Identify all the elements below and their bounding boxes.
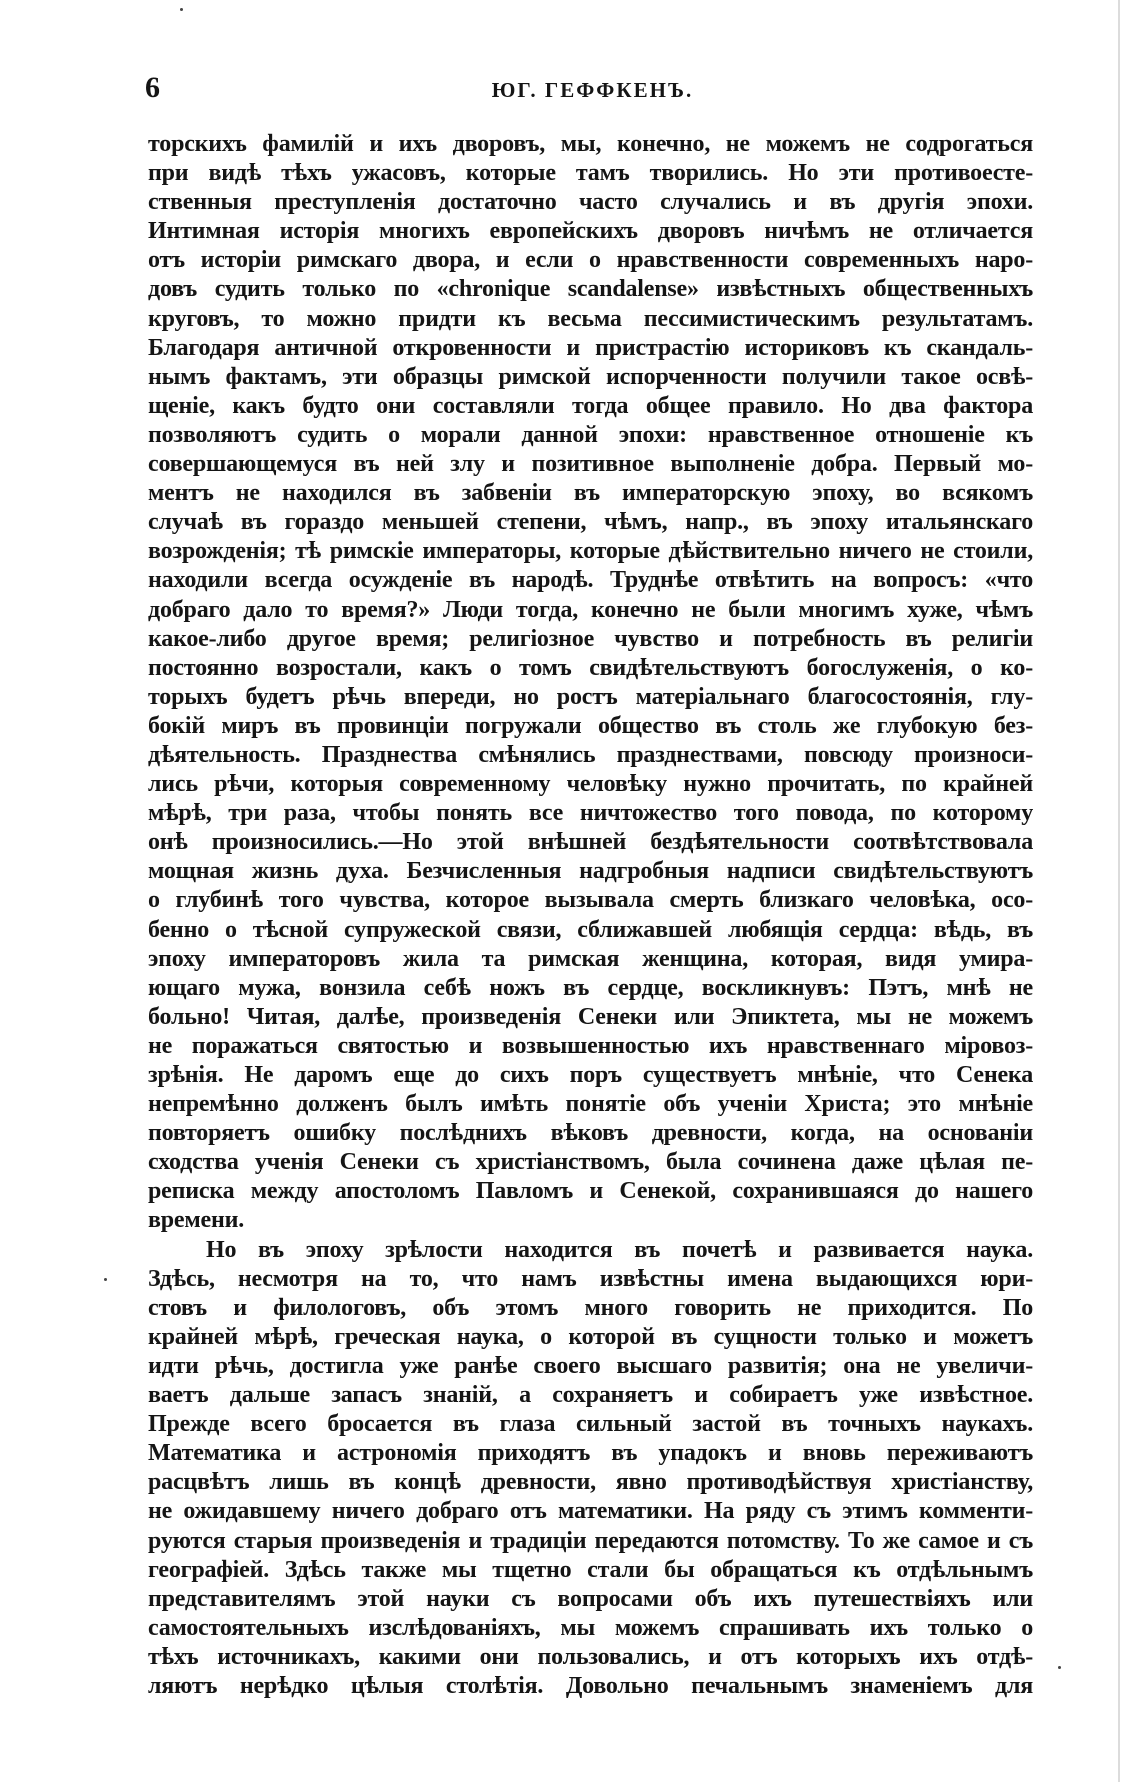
text-line: сходства ученія Сенеки съ христіанствомъ, была сочинена даже цѣлая пе- bbox=[148, 1149, 1033, 1176]
body-text bbox=[148, 130, 1033, 1730]
text-line: случаѣ въ гораздо меньшей степени, чѣмъ, напр., въ эпоху итальянскаго bbox=[148, 509, 1033, 536]
text-line: не поражаться святостью и возвышенностью ихъ нравственнаго міровоз- bbox=[148, 1032, 1033, 1059]
text-line: щеніе, какъ будто они составляли тогда общее правило. Но два фактора bbox=[148, 392, 1033, 419]
text-line: лись рѣчи, которыя современному человѣку нужно прочитать, по крайней bbox=[148, 771, 1033, 798]
text-line: добраго дало то время?» Люди тогда, конечно не были многимъ хуже, чѣмъ bbox=[148, 596, 1033, 623]
text-line: мощная жизнь духа. Безчисленныя надгробныя надписи свидѣтельствуютъ bbox=[148, 858, 1033, 885]
text-line: ляютъ нерѣдко цѣлыя столѣтія. Довольно печальнымъ знаменіемъ для bbox=[148, 1672, 1033, 1699]
text-line: стовъ и филологовъ, объ этомъ много говорить не приходится. По bbox=[148, 1294, 1033, 1321]
text-line: непремѣнно долженъ былъ имѣть понятіе объ ученіи Христа; это мнѣніе bbox=[148, 1091, 1033, 1118]
text-line bbox=[148, 1701, 1033, 1730]
text-line: нымъ фактамъ, эти образцы римской испорченности получили такое освѣ- bbox=[148, 363, 1033, 390]
text-line: позволяютъ судить о морали данной эпохи: нравственное отношеніе къ bbox=[148, 421, 1033, 448]
text-line: ственныя преступленія достаточно часто случались и въ другія эпохи. bbox=[148, 189, 1033, 216]
text-line: какое-либо другое время; религіозное чувство и потребность въ религіи bbox=[148, 625, 1033, 652]
text-line: реписка между апостоломъ Павломъ и Сенекой, сохранившаяся до нашего bbox=[148, 1178, 1033, 1205]
text-line: находили всегда осужденіе въ народѣ. Труднѣе отвѣтить на вопросъ: «что bbox=[148, 567, 1033, 594]
text-line: возрожденія; тѣ римскіе императоры, которые дѣйствительно ничего не стоили, bbox=[148, 538, 1033, 565]
text-line: географіей. Здѣсь также мы тщетно стали бы обращаться къ отдѣльнымъ bbox=[148, 1556, 1033, 1583]
text-line: бенно о тѣсной супружеской связи, сближавшей любящія сердца: вѣдь, въ bbox=[148, 916, 1033, 943]
page-edge-rule bbox=[1118, 0, 1120, 1782]
text-line: зрѣнія. Не даромъ еще до сихъ поръ существуетъ мнѣніе, что Сенека bbox=[148, 1062, 1033, 1088]
text-line: совершающемуся въ ней злу и позитивное выполненіе добра. Первый мо- bbox=[148, 451, 1033, 478]
text-line: бокій миръ въ провинціи погружали общество въ столь же глубокую без- bbox=[148, 712, 1033, 739]
text-line: отъ исторіи римскаго двора, и если о нравственности современныхъ наро- bbox=[148, 247, 1033, 274]
text-line: руются старыя произведенія и традиціи передаются потомству. То же самое и съ bbox=[148, 1527, 1033, 1554]
text-line: онѣ произносились.—Но этой внѣшней бездѣятельности соотвѣтствовала bbox=[148, 829, 1033, 856]
text-line: Здѣсь, несмотря на то, что намъ извѣстны имена выдающихся юри- bbox=[148, 1265, 1033, 1292]
text-line: повторяетъ ошибку послѣднихъ вѣковъ древности, когда, на основаніи bbox=[148, 1120, 1033, 1147]
paragraph-end-line: времени. bbox=[148, 1207, 245, 1234]
running-title: ЮГ. ГЕФФКЕНЪ. bbox=[491, 78, 694, 102]
text-line: представителямъ этой науки съ вопросами объ ихъ путешествіяхъ или bbox=[148, 1585, 1033, 1612]
text-line: ющаго мужа, вонзила себѣ ножъ въ сердце, воскликнувъ: Пэтъ, мнѣ не bbox=[148, 974, 1033, 1001]
text-line: дѣятельность. Празднества смѣнялись празднествами, повсюду произноси- bbox=[148, 741, 1033, 768]
text-line: ваетъ дальше запасъ знаній, а сохраняетъ и собираетъ уже извѣстное. bbox=[148, 1382, 1033, 1409]
text-line: постоянно возростали, какъ о томъ свидѣтельствуютъ богослуженія, о ко- bbox=[148, 654, 1033, 681]
text-line: расцвѣтъ лишь въ концѣ древности, явно противодѣйствуя христіанству, bbox=[148, 1469, 1033, 1496]
page-number: 6 bbox=[145, 71, 160, 104]
text-line: круговъ, то можно придти къ весьма пессимистическимъ результатамъ. bbox=[148, 305, 1033, 332]
text-line: тѣхъ источникахъ, какими они пользовались, и отъ которыхъ ихъ отдѣ- bbox=[148, 1643, 1033, 1670]
page-header bbox=[145, 68, 1040, 108]
text-line: о глубинѣ того чувства, которое вызывала смерть близкаго человѣка, осо- bbox=[148, 887, 1033, 914]
text-line: торскихъ фамилій и ихъ дворовъ, мы, конечно, не можемъ не содрогаться bbox=[148, 131, 1033, 157]
text-line: Математика и астрономія приходятъ въ упадокъ и вновь переживаютъ bbox=[148, 1440, 1033, 1467]
scan-speck bbox=[104, 1278, 107, 1281]
text-line: довъ судить только по «chronique scandalense» извѣстныхъ общественныхъ bbox=[148, 276, 1033, 303]
text-line: ментъ не находился въ забвеніи въ императорскую эпоху, во всякомъ bbox=[148, 480, 1033, 507]
scan-speck bbox=[1058, 1666, 1061, 1669]
text-line: не ожидавшему ничего добраго отъ математики. На ряду съ этимъ комменти- bbox=[148, 1498, 1033, 1525]
text-line: больно! Читая, далѣе, произведенія Сенеки или Эпиктета, мы не можемъ bbox=[148, 1003, 1033, 1030]
text-line: торыхъ будетъ рѣчь впереди, но ростъ матеріальнаго благосостоянія, глу- bbox=[148, 683, 1033, 710]
text-line: при видѣ тѣхъ ужасовъ, которые тамъ творились. Но эти противоесте- bbox=[148, 160, 1033, 187]
text-line: крайней мѣрѣ, греческая наука, о которой въ сущности только и можетъ bbox=[148, 1323, 1033, 1350]
paragraph-start-line: Но въ эпоху зрѣлости находится въ почетѣ и развивается наука. bbox=[206, 1236, 1033, 1263]
text-line: эпоху императоровъ жила та римская женщина, которая, видя умира- bbox=[148, 945, 1033, 972]
text-line: Прежде всего бросается въ глаза сильный застой въ точныхъ наукахъ. bbox=[148, 1411, 1033, 1438]
text-line: идти рѣчь, достигла уже ранѣе своего высшаго развитія; она не увеличи- bbox=[148, 1352, 1033, 1379]
scan-speck bbox=[180, 8, 183, 11]
text-line: Интимная исторія многихъ европейскихъ дворовъ ничѣмъ не отличается bbox=[148, 218, 1033, 245]
text-line: самостоятельныхъ изслѣдованіяхъ, мы можемъ спрашивать ихъ только о bbox=[148, 1614, 1033, 1641]
text-line: мѣрѣ, три раза, чтобы понять все ничтожество того повода, по которому bbox=[148, 800, 1033, 827]
text-line: Благодаря античной откровенности и пристрастію историковъ къ скандаль- bbox=[148, 334, 1033, 361]
